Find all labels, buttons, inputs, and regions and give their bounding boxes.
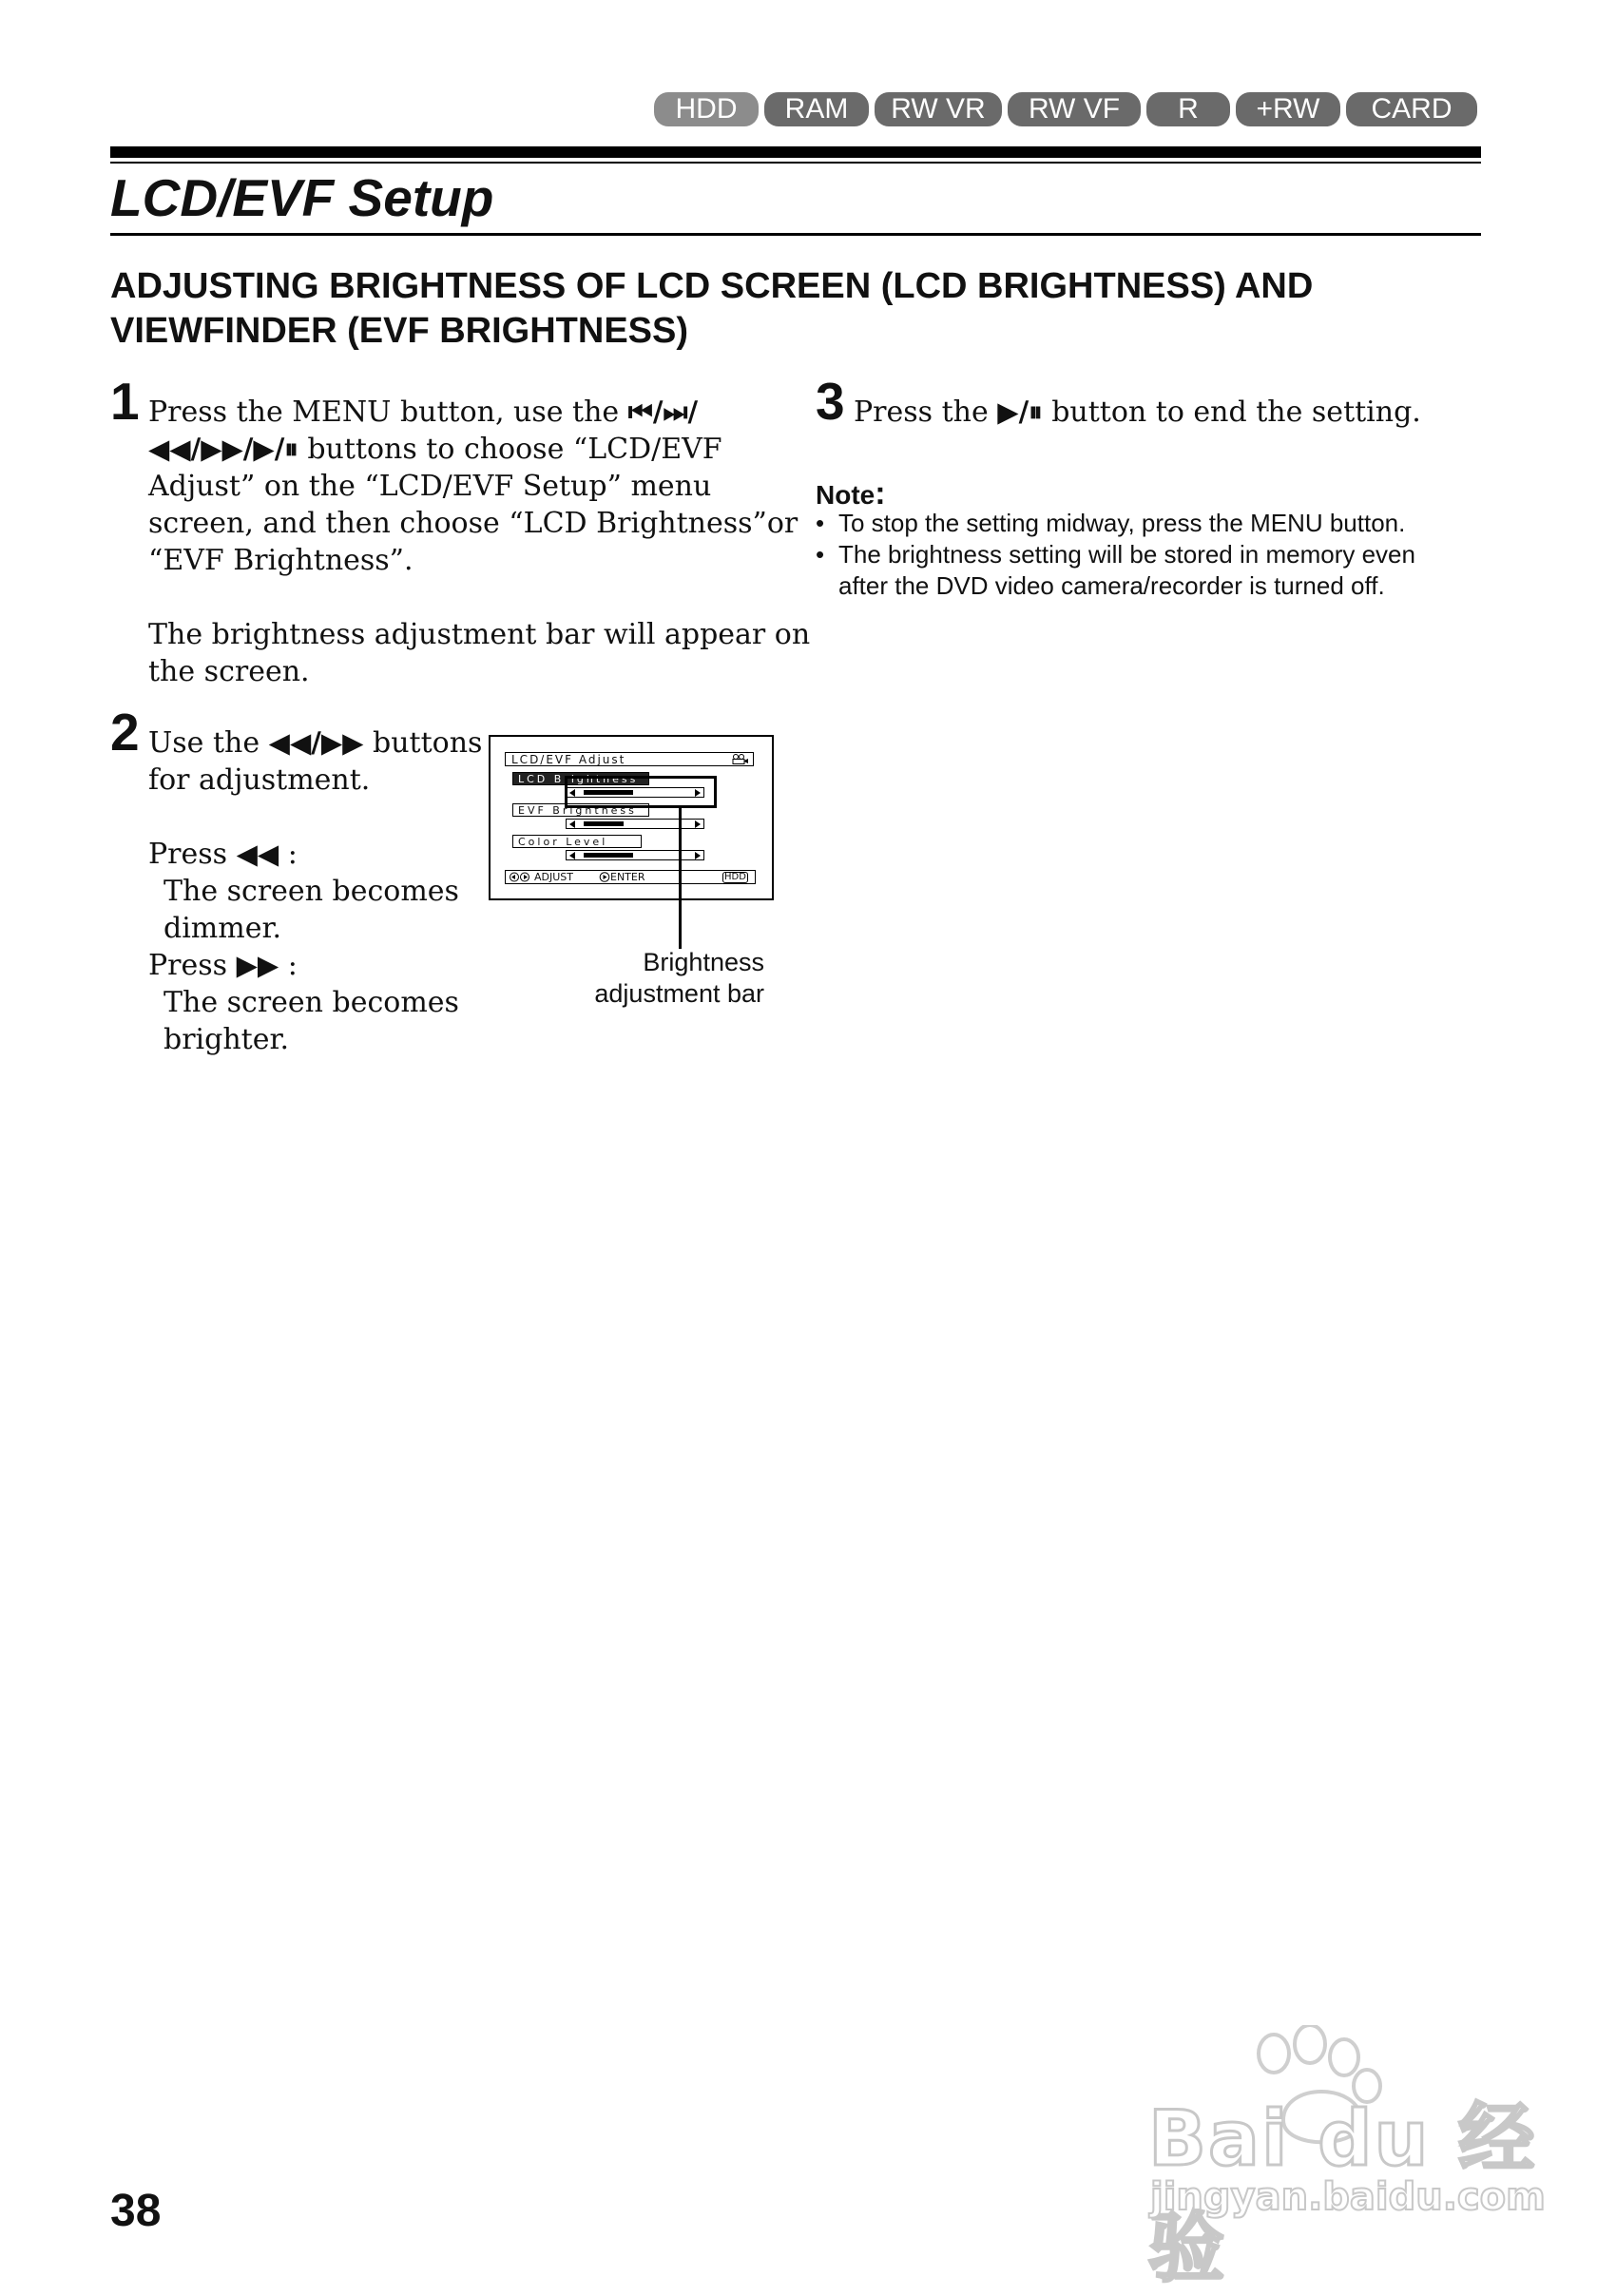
step-2-press-rew [148, 836, 482, 873]
play-footer-icon [599, 872, 610, 885]
hdd-footer-icon: HDD [724, 872, 746, 882]
tab-ram: RAM [764, 92, 869, 126]
step-1-line2 [148, 431, 810, 468]
press-rew-label: Press [148, 838, 237, 871]
media-tabs [654, 92, 1477, 126]
step-2-number: 2 [110, 703, 140, 762]
step-1-line2-text: buttons to choose “LCD/EVF [298, 433, 722, 466]
step-2-line1-b: buttons [363, 726, 483, 760]
note-bullet-2-line1: The brightness setting will be stored in memory even [838, 540, 1415, 569]
tab-hdd: HDD [654, 92, 759, 126]
step-1-number: 1 [110, 372, 140, 431]
step-3-number: 3 [816, 372, 845, 431]
step-2-line2: for adjustment. [148, 763, 371, 797]
step-2-line1 [148, 724, 482, 762]
osd-item-evf-brightness: EVF Brightness [512, 803, 649, 817]
osd-footer [505, 870, 756, 884]
osd-bar-evf-fill [584, 821, 624, 826]
osd-bar-color-fill [584, 853, 633, 858]
title-underline [110, 233, 1481, 236]
note-title-colon: : [875, 475, 886, 511]
rew-ff-footer-icon [509, 872, 533, 885]
press-ff-label: Press [148, 949, 237, 982]
page-title: LCD/EVF Setup [110, 168, 494, 227]
step-3-text-a: Press the [854, 396, 998, 429]
note-title-text: Note [816, 480, 875, 510]
camera-icon [730, 754, 749, 764]
rewind-icon: ◀◀ [236, 838, 279, 870]
caption-line1: Brightness [643, 948, 764, 976]
skip-buttons-icon: ⏮/⏭/ [627, 396, 699, 428]
step-3-text [854, 394, 1421, 431]
note-bullet-2-line2: after the DVD video camera/recorder is turned off. [838, 571, 1385, 600]
callout-caption [561, 947, 764, 1010]
osd-screen-illustration [489, 735, 774, 900]
section-heading [110, 264, 1460, 354]
osd-bar-evf [566, 819, 704, 829]
tab-card: CARD [1346, 92, 1477, 126]
callout-leader-line [679, 808, 682, 949]
fast-forward-icon: ▶▶ [236, 949, 279, 981]
ff-result-line2: brighter. [164, 1023, 290, 1056]
osd-item-lcd-brightness: LCD Brightness [512, 772, 649, 785]
rew-result-line2: dimmer. [164, 912, 282, 945]
tab-r: R [1146, 92, 1230, 126]
step-1-line5: “EVF Brightness”. [148, 544, 414, 577]
osd-bar-color [566, 850, 704, 860]
step-1-para2-line2: the screen. [148, 655, 310, 688]
section-heading-line1: ADJUSTING BRIGHTNESS OF LCD SCREEN (LCD BRIGHTNESS) AND [110, 266, 1314, 306]
tab-plus-rw: +RW [1236, 92, 1340, 126]
step-2-line1-a: Use the [148, 726, 269, 760]
step-1-line3: Adjust” on the “LCD/EVF Setup” menu [148, 470, 712, 503]
osd-item-color-level: Color Level [512, 835, 642, 848]
rew-ff-play-pause-icon: ◀◀/▶▶/▶/⏸ [148, 433, 298, 465]
callout-highlight-box [565, 776, 717, 808]
page-number: 38 [110, 2186, 162, 2236]
rew-result-line1: The screen becomes [164, 875, 459, 908]
step-3-text-b: button to end the setting. [1042, 396, 1421, 429]
header-rule [110, 146, 1481, 158]
note-bullet-1-line1: To stop the setting midway, press the MENU button. [838, 509, 1406, 537]
osd-footer-adjust: ADJUST [534, 871, 573, 883]
step-1-text [148, 394, 810, 690]
ff-result-line1: The screen becomes [164, 986, 459, 1019]
osd-inner [505, 752, 756, 883]
bullet-icon: • [816, 540, 825, 569]
bullet-icon: • [816, 509, 825, 537]
step-1-line4: screen, and then choose “LCD Brightness”or [148, 507, 798, 540]
osd-title [505, 752, 754, 766]
rew-ff-icon: ◀◀/▶▶ [268, 726, 364, 759]
step-3-line1 [854, 394, 1421, 431]
osd-title-text: LCD/EVF Adjust [511, 753, 626, 766]
press-rew-colon: : [279, 838, 298, 871]
step-1-line1 [148, 394, 810, 431]
press-ff-colon: : [279, 949, 298, 982]
osd-footer-enter: ENTER [610, 871, 645, 883]
watermark-line1: Bai du 经验 [1148, 2094, 1537, 2292]
play-pause-icon: ▶/⏸ [997, 396, 1043, 428]
step-1-line1-text: Press the MENU button, use the [148, 396, 628, 429]
step-2-press-ff [148, 947, 482, 984]
tab-rw-vr: RW VR [875, 92, 1002, 126]
step-2-text [148, 724, 482, 1058]
section-heading-line2: VIEWFINDER (EVF BRIGHTNESS) [110, 311, 689, 351]
tab-rw-vf: RW VF [1008, 92, 1141, 126]
caption-line2: adjustment bar [594, 979, 764, 1008]
step-1-para2-line1: The brightness adjustment bar will appear on [148, 618, 811, 651]
watermark-line2: jingyan.baidu.com [1150, 2175, 1546, 2219]
